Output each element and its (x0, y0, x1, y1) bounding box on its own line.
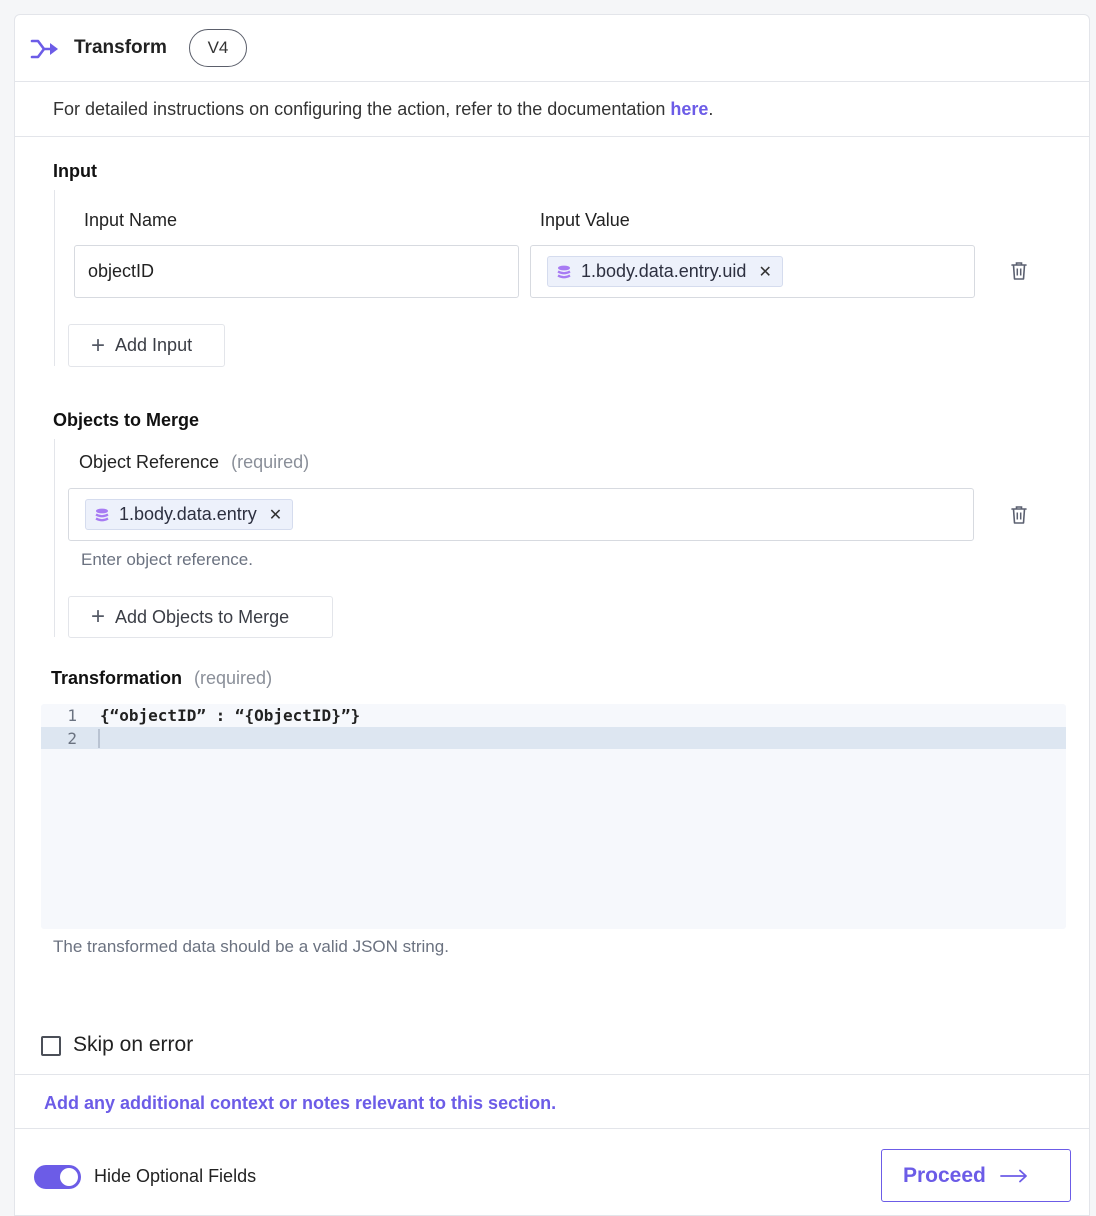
object-reference-field[interactable] (68, 488, 974, 541)
documentation-text (53, 99, 713, 120)
object-reference-chip (85, 499, 293, 530)
object-reference-hint: Enter object reference. (81, 550, 253, 569)
object-reference-label-text: Object Reference (79, 452, 220, 472)
required-tag: (required) (194, 668, 273, 688)
object-reference-label (79, 452, 309, 473)
input-name-field[interactable]: objectID (74, 245, 519, 298)
proceed-label: Proceed (903, 1163, 986, 1187)
input-value-chip-label: 1.body.data.entry.uid (581, 261, 747, 281)
code-editor[interactable] (41, 704, 1066, 929)
page-title: Transform (74, 37, 167, 58)
code-text: {“objectID” : “{ObjectID}”} (100, 706, 361, 725)
stack-icon (94, 507, 110, 523)
hide-optional-label: Hide Optional Fields (94, 1166, 257, 1186)
documentation-prefix: For detailed instructions on configuring the action, refer to the documentation (53, 99, 671, 119)
text-cursor (98, 729, 100, 748)
plus-icon: + (91, 603, 106, 630)
merge-section-title: Objects to Merge (53, 410, 200, 430)
documentation-link[interactable]: here (670, 99, 709, 119)
add-notes-link[interactable]: Add any additional context or notes relevant to this section. (44, 1093, 557, 1113)
transformation-label-text: Transformation (51, 668, 183, 688)
version-badge[interactable]: V4 (189, 29, 247, 67)
input-section-divider (54, 190, 55, 366)
skip-on-error-label[interactable]: Skip on error (73, 1033, 194, 1056)
add-input-label: Add Input (115, 335, 193, 355)
add-objects-label: Add Objects to Merge (115, 606, 290, 627)
toggle-knob (60, 1168, 78, 1186)
merge-section-divider (54, 439, 55, 637)
hide-optional-toggle[interactable] (34, 1165, 81, 1189)
delete-input-icon[interactable] (1009, 260, 1029, 282)
line-number: 1 (67, 706, 77, 725)
plus-icon: + (91, 331, 106, 359)
add-objects-button[interactable] (68, 596, 333, 638)
input-name-label: Input Name (84, 210, 178, 230)
proceed-button[interactable] (881, 1149, 1071, 1202)
stack-icon (556, 264, 572, 280)
remove-chip-icon[interactable]: ✕ (758, 263, 772, 281)
code-line-active (41, 727, 1066, 749)
line-number: 2 (67, 729, 77, 748)
documentation-suffix: . (708, 99, 714, 119)
arrow-right-icon (1000, 1169, 1028, 1183)
code-line (41, 704, 1066, 726)
object-reference-chip-label: 1.body.data.entry (119, 504, 257, 524)
add-input-button[interactable] (68, 324, 225, 367)
transformation-hint: The transformed data should be a valid JSON string. (53, 937, 449, 956)
skip-on-error-checkbox[interactable] (41, 1036, 61, 1056)
input-value-chip (547, 256, 783, 287)
remove-chip-icon[interactable]: ✕ (268, 506, 283, 524)
input-value-field[interactable] (530, 245, 975, 298)
delete-object-icon[interactable] (1009, 504, 1029, 526)
notes-bar (15, 1074, 1089, 1129)
panel-header (15, 15, 1089, 82)
input-value-label: Input Value (540, 210, 630, 230)
transform-panel (14, 14, 1090, 1216)
transform-icon (29, 35, 61, 63)
required-tag: (required) (231, 452, 310, 472)
transformation-label (51, 668, 272, 689)
documentation-bar (15, 82, 1089, 137)
input-section-title: Input (53, 161, 97, 181)
